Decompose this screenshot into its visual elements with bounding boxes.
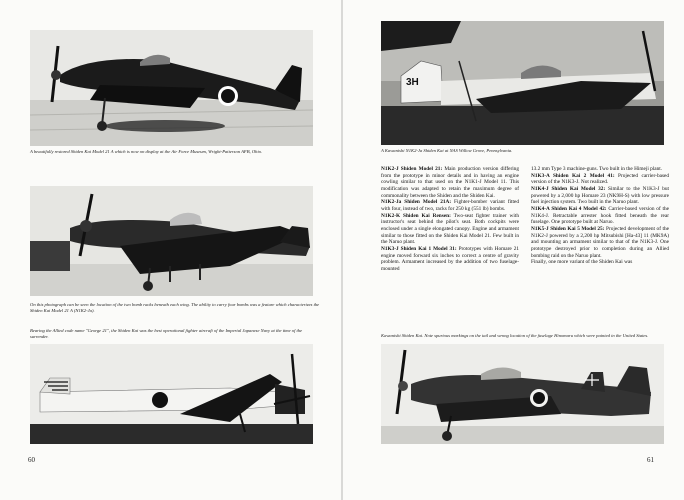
text-column-1 — [381, 166, 519, 273]
entry-n1k4-a: N1K4-A Shiden Kai 4 Model 42: Carrier-based version of the N1K4-J. Retractable arrester hook fitted beneath the rear fuselage. One prototype built at Naruo. — [531, 205, 669, 226]
entry-n1k4-j: N1K4-J Shiden Kai Model 32: Similar to the N1K3-J but powered by a 2,000 hp Homare 23 (NK9H-S) with low pressure fuel injection system. Two built in the Naruo plant. — [531, 185, 669, 206]
text-column-2 — [531, 166, 669, 266]
book-gutter — [341, 0, 343, 500]
entry-n1k5-j: N1K5-J Shiden Kai 5 Model 25: Projected development of the N1K2-J powered by a 2,200 hp Mitsubishi [Ha-43] 11 (MK9A) and mounting an armament similar to that of the N1K3-J. One prototype destroyed prior to completion during an Allied bombing raid on the Naruo plant. — [531, 225, 670, 259]
photo-george-21 — [30, 344, 313, 444]
caption-spurious-markings: Kawanishi Shiden Kai. Note spurious markings on the tail and wrong location of the fuselage Hinomaru which were painted in the United States. — [381, 333, 649, 338]
entry-n1k2-ja: N1K2-Ja Shiden Model 21A: Fighter-bomber variant fitted with four, instead of two, racks for 250 kg (551 lb) bombs. — [381, 199, 519, 212]
photo-bomb-racks — [30, 186, 313, 296]
page-number-left: 60 — [28, 456, 35, 464]
caption-bomb-racks: On this photograph can be seen the location of the two bomb racks beneath each wing. The ability to carry four bombs was a feature which characterizes the Shiden Kai Model 21 A (N1K2-Ja). — [30, 302, 320, 313]
photo-restored-aircraft — [30, 30, 313, 146]
caption-george-21: Bearing the Allied code name "George 21", the Shiden Kai was the best operational fighter aircraft of the Imperial Japanese Navy at the time of the surrender. — [30, 328, 303, 339]
entry-n1k2-j: N1K2-J Shiden Model 21: Main production version differing from the prototype in minor details and in having an engine cowling similar to that used on the N1K1-J Model 11. This modification was adapted to retain the maximum degree of commonality between the Shiden and the Shiden Kai. — [381, 166, 519, 199]
photo-spurious-markings — [381, 344, 664, 444]
entry-n1k3-j: N1K3-J Shiden Kai 1 Model 31: Prototypes with Homare 21 engine moved forward six inches to correct a centre of gravity problem. Armament increased by the addition of two fuselage-mounted — [381, 245, 519, 272]
photo-willow-grove — [381, 21, 664, 145]
entry-final: Finally, one more variant of the Shiden Kai was — [531, 259, 633, 266]
caption-willow-grove: A Kawanishi N1K2-Ja Shiden Kai at NAS Willow Grove, Pennsylvania. — [381, 148, 513, 153]
tail-marking: 3H — [406, 77, 419, 88]
entry-n1k2-k: N1K2-K Shiden Kai Rensen: Two-seat fighter trainer with instructor's seat behind the pilot's seat. Both cockpits were enclosed under a single elongated canopy. Engine and armament similar to those fitted on the Shiden Kai Model 21. Few built in the Naruo plant. — [381, 212, 519, 246]
caption-restored-aircraft: A beautifully restored Shiden Kai Model 21 A which is now on display at the Air Force Museum, Wright-Patterson AFB, Ohio. — [30, 149, 263, 154]
page-number-right: 61 — [647, 456, 654, 464]
entry-continued: 13.2 mm Type 3 machine-guns. Two built in the Himeji plant. — [531, 166, 663, 172]
entry-n1k3-a: N1K3-A Shiden Kai 2 Model 41: Projected carrier-based version of the N1K3-J. Not realized. — [531, 172, 670, 186]
